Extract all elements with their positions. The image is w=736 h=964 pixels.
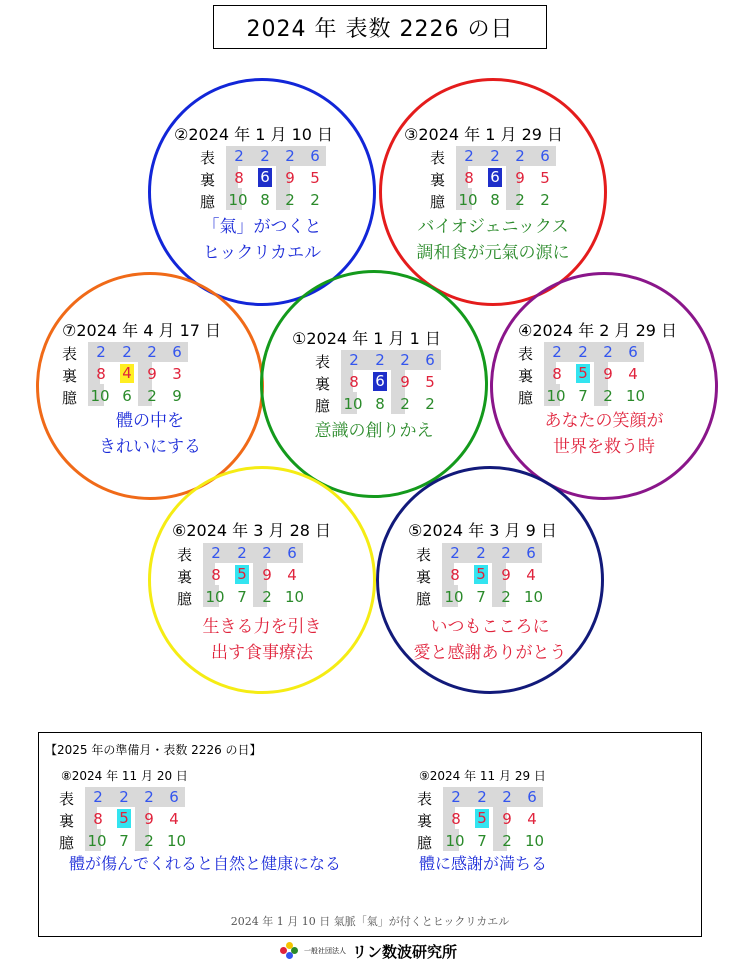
oku-digit: 2 — [425, 395, 435, 413]
ura-digit: 6 — [373, 372, 387, 391]
omote-row — [417, 787, 567, 808]
oku-digit: 2 — [147, 387, 157, 405]
ura-digit: 5 — [540, 169, 550, 187]
oku-digit: 2 — [603, 387, 613, 405]
ura-digit: 4 — [526, 566, 536, 584]
ura-row — [177, 565, 327, 586]
ura-digit: 9 — [515, 169, 525, 187]
oku-row — [416, 587, 566, 608]
ura-digit: 9 — [144, 810, 154, 828]
omote-digit: 2 — [122, 343, 132, 361]
oku-digit: 2 — [501, 588, 511, 606]
ura-digit: 5 — [425, 373, 435, 391]
logo-mark-icon — [280, 942, 298, 960]
ura-digit: 9 — [502, 810, 512, 828]
oku-digit: 2 — [540, 191, 550, 209]
omote-row — [62, 342, 212, 363]
oku-digit: 8 — [260, 191, 270, 209]
date-label: ①2024 年 1 月 1 日 — [292, 329, 441, 348]
bottom-date: ⑨2024 年 11 月 29 日 — [419, 769, 546, 783]
omote-label: 表 — [518, 345, 534, 363]
oku-digit: 10 — [524, 588, 544, 606]
ura-label: 裏 — [62, 367, 78, 385]
oku-digit: 10 — [205, 588, 225, 606]
ura-digit: 9 — [501, 566, 511, 584]
oku-label: 臆 — [177, 590, 193, 608]
ura-digit: 5 — [310, 169, 320, 187]
omote-digit: 2 — [93, 788, 103, 806]
ura-digit: 8 — [349, 373, 359, 391]
oku-label: 臆 — [200, 193, 216, 211]
omote-label: 表 — [177, 546, 193, 564]
oku-digit: 7 — [578, 387, 588, 405]
oku-digit: 10 — [626, 387, 646, 405]
omote-label: 表 — [62, 345, 78, 363]
footer-caption: 2024 年 1 月 10 日 氣脈「氣」が付くとヒックリカエル — [230, 915, 510, 928]
ura-label: 裏 — [518, 367, 534, 385]
ura-digit: 8 — [234, 169, 244, 187]
ura-row — [416, 565, 566, 586]
message-line: あなたの笑顔が — [544, 411, 664, 431]
page-title: 2024 年 表数 2226 の日 — [213, 5, 547, 49]
oku-row — [430, 190, 580, 211]
ura-digit: 9 — [400, 373, 410, 391]
ura-row — [430, 168, 580, 189]
oku-digit: 10 — [90, 387, 110, 405]
ura-digit: 4 — [527, 810, 537, 828]
omote-row — [416, 543, 566, 564]
omote-row — [518, 342, 668, 363]
omote-digit: 6 — [425, 351, 435, 369]
omote-digit: 2 — [262, 544, 272, 562]
omote-digit: 2 — [501, 544, 511, 562]
oku-digit: 10 — [444, 588, 464, 606]
oku-digit: 6 — [122, 387, 132, 405]
omote-digit: 2 — [552, 343, 562, 361]
oku-label: 臆 — [430, 193, 446, 211]
bottom-message: 體が傷んでくれると自然と健康になる — [69, 854, 342, 873]
ura-digit: 6 — [488, 168, 502, 187]
omote-row — [315, 350, 465, 371]
omote-digit: 2 — [96, 343, 106, 361]
ura-digit: 8 — [552, 365, 562, 383]
omote-digit: 6 — [628, 343, 638, 361]
oku-digit: 7 — [477, 832, 487, 850]
bottom-panel — [38, 732, 702, 937]
oku-label: 臆 — [518, 389, 534, 407]
oku-digit: 10 — [285, 588, 305, 606]
omote-digit: 6 — [172, 343, 182, 361]
ura-digit: 4 — [169, 810, 179, 828]
omote-digit: 6 — [169, 788, 179, 806]
ura-label: 裏 — [59, 812, 75, 830]
omote-digit: 2 — [603, 343, 613, 361]
ura-label: 裏 — [315, 375, 331, 393]
logo-name: リン数波研究所 — [352, 942, 458, 961]
ura-digit: 4 — [628, 365, 638, 383]
omote-digit: 2 — [211, 544, 221, 562]
ura-digit: 8 — [464, 169, 474, 187]
oku-digit: 10 — [546, 387, 566, 405]
oku-digit: 10 — [525, 832, 545, 850]
ura-digit: 8 — [93, 810, 103, 828]
ura-digit: 5 — [117, 809, 131, 828]
oku-digit: 7 — [237, 588, 247, 606]
oku-label: 臆 — [417, 834, 433, 852]
ura-row — [200, 168, 350, 189]
omote-digit: 2 — [234, 147, 244, 165]
oku-digit: 2 — [285, 191, 295, 209]
omote-digit: 2 — [260, 147, 270, 165]
date-label: ④2024 年 2 月 29 日 — [518, 321, 678, 340]
date-label: ⑤2024 年 3 月 9 日 — [408, 521, 557, 540]
omote-digit: 2 — [144, 788, 154, 806]
omote-digit: 2 — [349, 351, 359, 369]
ura-digit: 9 — [147, 365, 157, 383]
ura-digit: 9 — [603, 365, 613, 383]
org-logo — [280, 940, 457, 962]
oku-digit: 2 — [310, 191, 320, 209]
oku-digit: 8 — [490, 191, 500, 209]
bottom-heading: 【2025 年の準備月・表数 2226 の日】 — [45, 743, 262, 757]
oku-label: 臆 — [62, 389, 78, 407]
oku-digit: 7 — [119, 832, 129, 850]
omote-digit: 2 — [147, 343, 157, 361]
omote-digit: 6 — [287, 544, 297, 562]
oku-row — [59, 831, 209, 852]
ura-digit: 8 — [451, 810, 461, 828]
oku-digit: 9 — [172, 387, 182, 405]
message-line: 生きる力を引き — [202, 617, 322, 637]
omote-digit: 6 — [540, 147, 550, 165]
message-line: きれいにする — [99, 437, 201, 457]
omote-digit: 2 — [451, 788, 461, 806]
message-line: 體の中を — [116, 411, 184, 431]
ura-digit: 6 — [258, 168, 272, 187]
ura-digit: 3 — [172, 365, 182, 383]
oku-digit: 8 — [375, 395, 385, 413]
oku-digit: 10 — [167, 832, 187, 850]
omote-digit: 2 — [476, 544, 486, 562]
date-label: ②2024 年 1 月 10 日 — [174, 125, 334, 144]
omote-digit: 2 — [477, 788, 487, 806]
ura-row — [59, 809, 209, 830]
omote-digit: 6 — [310, 147, 320, 165]
oku-digit: 10 — [228, 191, 248, 209]
oku-digit: 2 — [400, 395, 410, 413]
message-line: ヒックリカエル — [202, 243, 322, 263]
omote-digit: 6 — [527, 788, 537, 806]
omote-digit: 2 — [237, 544, 247, 562]
oku-digit: 10 — [458, 191, 478, 209]
message-line: 世界を救う時 — [553, 437, 655, 457]
oku-row — [518, 386, 668, 407]
oku-digit: 2 — [144, 832, 154, 850]
ura-label: 裏 — [416, 568, 432, 586]
ura-row — [315, 372, 465, 393]
ura-digit: 5 — [576, 364, 590, 383]
omote-row — [59, 787, 209, 808]
ura-digit: 8 — [96, 365, 106, 383]
omote-label: 表 — [417, 790, 433, 808]
omote-digit: 2 — [285, 147, 295, 165]
omote-digit: 2 — [515, 147, 525, 165]
ura-digit: 8 — [450, 566, 460, 584]
oku-row — [417, 831, 567, 852]
oku-digit: 2 — [502, 832, 512, 850]
logo-small-text: 一般社団法人 — [304, 947, 346, 955]
oku-digit: 2 — [262, 588, 272, 606]
oku-digit: 2 — [515, 191, 525, 209]
date-label: ⑥2024 年 3 月 28 日 — [172, 521, 332, 540]
oku-row — [62, 386, 212, 407]
omote-row — [177, 543, 327, 564]
date-label: ⑦2024 年 4 月 17 日 — [62, 321, 222, 340]
ura-row — [518, 364, 668, 385]
ura-row — [62, 364, 212, 385]
omote-label: 表 — [59, 790, 75, 808]
bottom-date: ⑧2024 年 11 月 20 日 — [61, 769, 188, 783]
omote-label: 表 — [430, 149, 446, 167]
oku-digit: 10 — [445, 832, 465, 850]
ura-digit: 5 — [235, 565, 249, 584]
message-line: 愛と感謝ありがとう — [413, 643, 567, 663]
omote-digit: 2 — [502, 788, 512, 806]
oku-digit: 10 — [87, 832, 107, 850]
omote-digit: 2 — [464, 147, 474, 165]
message-line: 調和食が元氣の源に — [416, 243, 570, 263]
omote-label: 表 — [200, 149, 216, 167]
message-line: 意識の創りかえ — [314, 421, 434, 441]
ura-row — [417, 809, 567, 830]
ura-digit: 4 — [120, 364, 134, 383]
ura-digit: 5 — [475, 809, 489, 828]
omote-digit: 6 — [526, 544, 536, 562]
bottom-message: 體に感謝が満ちる — [419, 854, 548, 873]
omote-digit: 2 — [375, 351, 385, 369]
ura-digit: 5 — [474, 565, 488, 584]
ura-label: 裏 — [177, 568, 193, 586]
message-line: いつもこころに — [430, 617, 550, 637]
ura-label: 裏 — [430, 171, 446, 189]
oku-digit: 7 — [476, 588, 486, 606]
omote-digit: 2 — [400, 351, 410, 369]
oku-digit: 10 — [343, 395, 363, 413]
oku-label: 臆 — [315, 397, 331, 415]
oku-label: 臆 — [59, 834, 75, 852]
oku-label: 臆 — [416, 590, 432, 608]
date-label: ③2024 年 1 月 29 日 — [404, 125, 564, 144]
omote-digit: 2 — [119, 788, 129, 806]
omote-digit: 2 — [578, 343, 588, 361]
omote-label: 表 — [315, 353, 331, 371]
message-line: 「氣」がつくと — [202, 217, 322, 237]
omote-digit: 2 — [450, 544, 460, 562]
oku-row — [177, 587, 327, 608]
ura-digit: 9 — [262, 566, 272, 584]
omote-digit: 2 — [490, 147, 500, 165]
omote-row — [430, 146, 580, 167]
ura-label: 裏 — [417, 812, 433, 830]
message-line: バイオジェニックス — [417, 217, 569, 237]
omote-label: 表 — [416, 546, 432, 564]
oku-row — [315, 394, 465, 415]
ura-digit: 9 — [285, 169, 295, 187]
ura-digit: 4 — [287, 566, 297, 584]
ura-digit: 8 — [211, 566, 221, 584]
ura-label: 裏 — [200, 171, 216, 189]
oku-row — [200, 190, 350, 211]
message-line: 出す食事療法 — [211, 643, 313, 663]
omote-row — [200, 146, 350, 167]
